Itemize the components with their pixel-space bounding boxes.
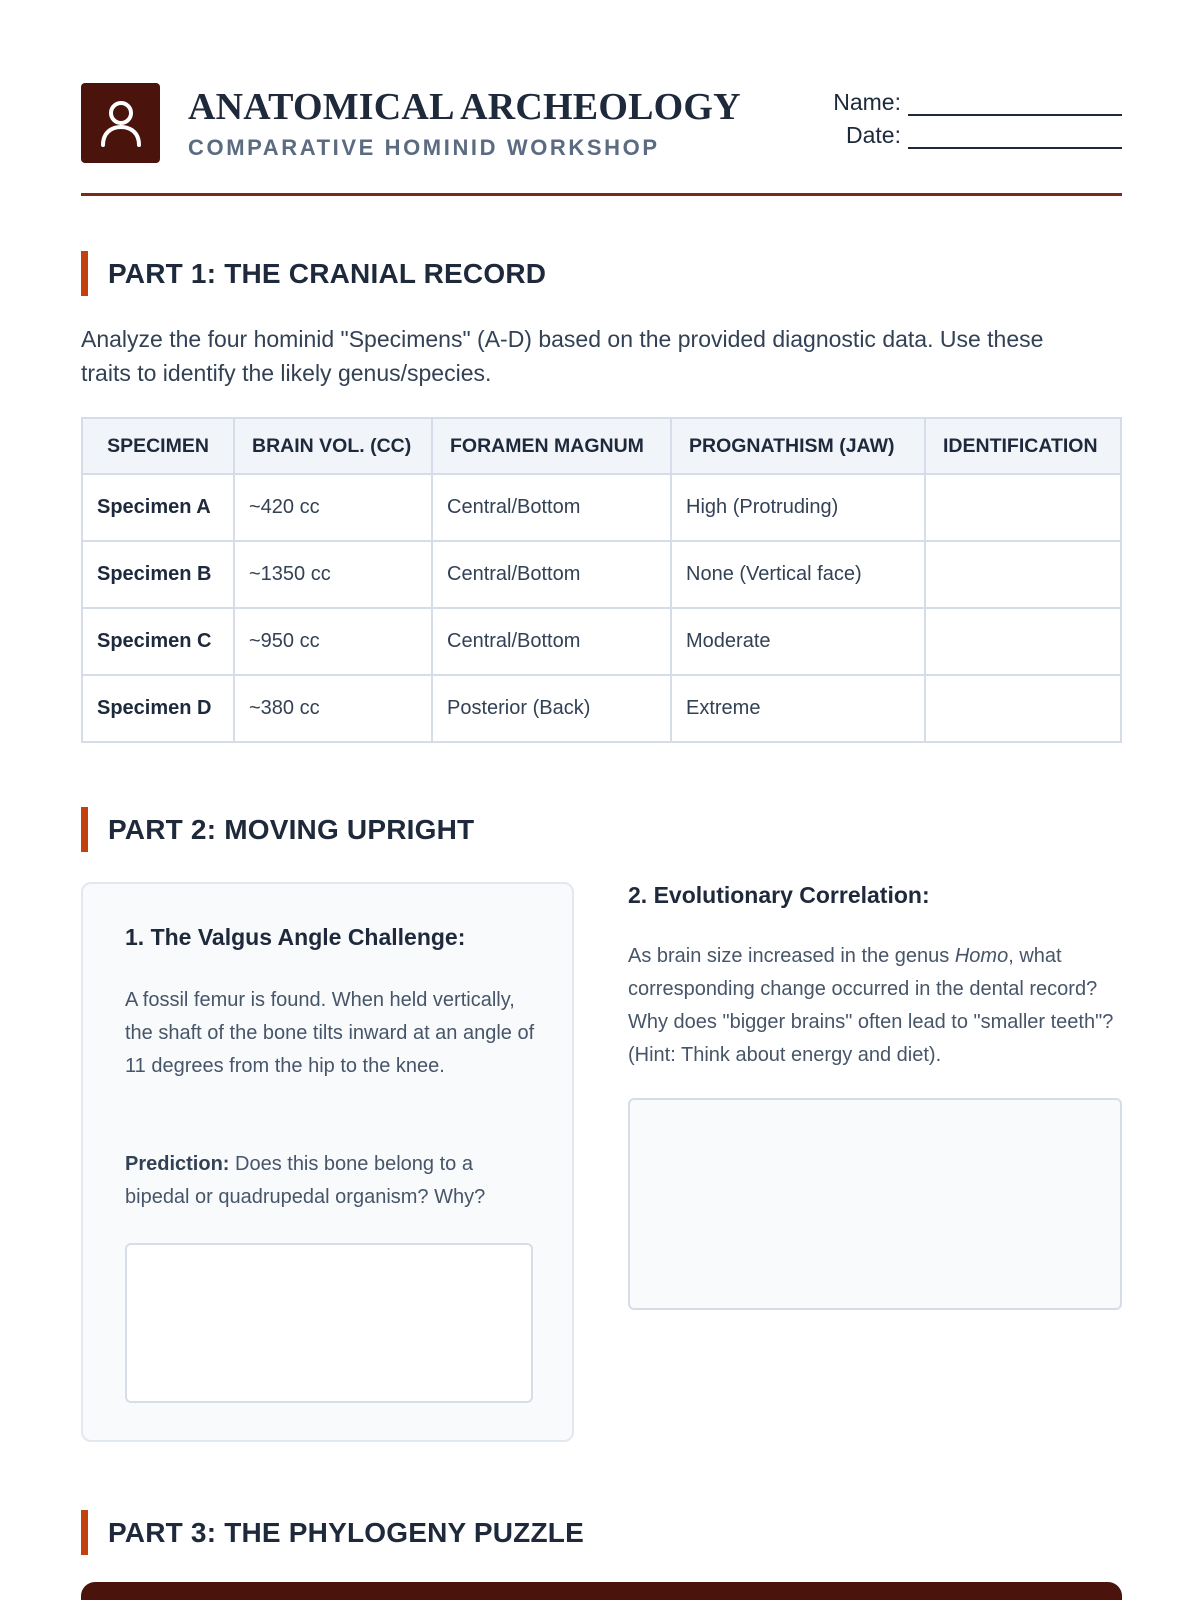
table-row [82, 474, 1121, 541]
worksheet-subtitle: COMPARATIVE HOMINID WORKSHOP [188, 135, 660, 160]
question2-title: 2. Evolutionary Correlation: [628, 882, 930, 908]
table-row [82, 675, 1121, 742]
foramen-cell: Central/Bottom [432, 541, 671, 608]
specimen-table [81, 417, 1122, 743]
name-date-block [802, 83, 1122, 149]
specimen-cell: Specimen D [82, 675, 234, 742]
foramen-cell: Posterior (Back) [432, 675, 671, 742]
brain-volume-cell: ~950 cc [234, 608, 432, 675]
part1-intro: Analyze the four hominid "Specimens" (A-D) based on the provided diagnostic data. Use these traits to identify the likely genus/species. [81, 326, 1044, 386]
column-header: BRAIN VOL. (CC) [234, 418, 432, 474]
specimen-cell: Specimen C [82, 608, 234, 675]
specimen-cell: Specimen B [82, 541, 234, 608]
question1-title: 1. The Valgus Angle Challenge: [125, 924, 466, 950]
part3-heading: PART 3: THE PHYLOGENY PUZZLE [81, 1510, 584, 1555]
identification-cell[interactable] [925, 474, 1121, 541]
jaw-cell: Extreme [671, 675, 925, 742]
question2-text-before: As brain size increased in the genus [628, 945, 955, 967]
column-header: FORAMEN MAGNUM [432, 418, 671, 474]
foramen-cell: Central/Bottom [432, 474, 671, 541]
question2-text [628, 940, 1128, 1072]
question2-text-after: , what corresponding change occurred in the dental record? Why does "bigger brains" often lead to "smaller teeth"? (Hint: Think about energy and diet). [628, 945, 1114, 1066]
brain-volume-cell: ~380 cc [234, 675, 432, 742]
date-field[interactable] [908, 127, 1122, 149]
brain-volume-cell: ~1350 cc [234, 541, 432, 608]
jaw-cell: None (Vertical face) [671, 541, 925, 608]
date-label: Date: [846, 122, 901, 148]
logo [81, 83, 160, 163]
identification-cell[interactable] [925, 541, 1121, 608]
person-icon [99, 99, 143, 147]
identification-cell[interactable] [925, 608, 1121, 675]
table-header-row [82, 418, 1121, 474]
column-header: PROGNATHISM (JAW) [671, 418, 925, 474]
name-field[interactable] [908, 94, 1122, 116]
prediction-label: Prediction: [125, 1153, 230, 1175]
question1-text: A fossil femur is found. When held vertically, the shaft of the bone tilts inward at an angle of 11 degrees from the hip to the knee. [125, 989, 535, 1077]
name-row [802, 83, 1122, 116]
date-row [802, 116, 1122, 149]
column-header: IDENTIFICATION [925, 418, 1121, 474]
brain-volume-cell: ~420 cc [234, 474, 432, 541]
column-header: SPECIMEN [82, 418, 234, 474]
specimen-cell: Specimen A [82, 474, 234, 541]
question2-answer-box[interactable] [628, 1098, 1122, 1310]
valgus-angle-card [81, 882, 574, 1442]
question2-text-italic: Homo [954, 945, 1009, 967]
jaw-cell: Moderate [671, 608, 925, 675]
jaw-cell: High (Protruding) [671, 474, 925, 541]
name-label: Name: [833, 89, 901, 115]
table-row [82, 608, 1121, 675]
worksheet-title: ANATOMICAL ARCHEOLOGY [188, 86, 741, 128]
question1-prediction [125, 1148, 535, 1214]
prediction-text: Does this bone belong to a bipedal or quadrupedal organism? Why? [125, 1153, 486, 1208]
foramen-cell: Central/Bottom [432, 608, 671, 675]
identification-cell[interactable] [925, 675, 1121, 742]
worksheet-header [81, 83, 1122, 196]
phylogeny-panel [81, 1582, 1122, 1600]
question1-answer-box[interactable] [125, 1243, 533, 1403]
table-row [82, 541, 1121, 608]
part2-heading: PART 2: MOVING UPRIGHT [81, 807, 474, 852]
part1-heading: PART 1: THE CRANIAL RECORD [81, 251, 546, 296]
